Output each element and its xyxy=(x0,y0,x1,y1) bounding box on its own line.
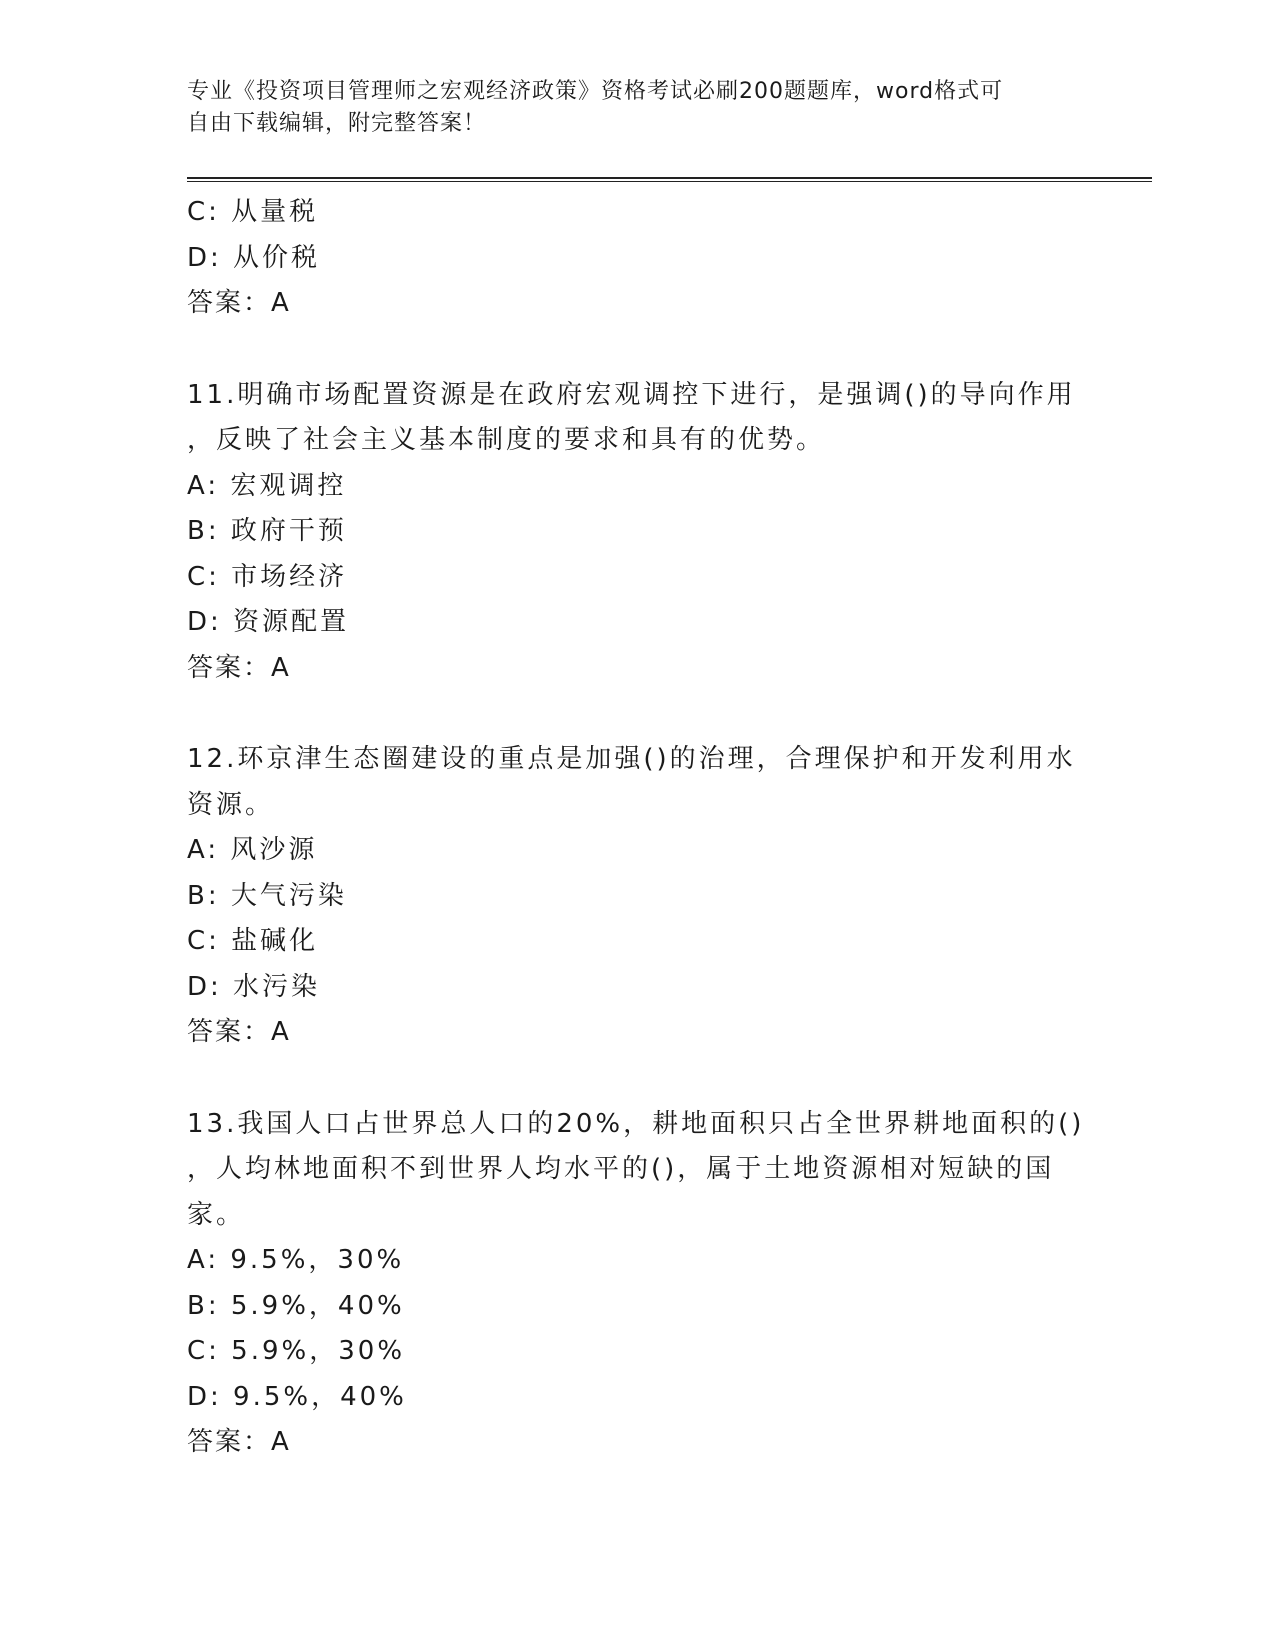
header-line-1: 专业《投资项目管理师之宏观经济政策》资格考试必刷200题题库，word格式可 xyxy=(187,79,1004,104)
question-text-line: 家。 xyxy=(187,1199,246,1230)
document-header xyxy=(187,76,1067,140)
option-a: A: 9.5%，30% xyxy=(187,1245,405,1275)
question-13 xyxy=(187,1102,1087,1466)
question-text-line: 11.明确市场配置资源是在政府宏观调控下进行，是强调()的导向作用 xyxy=(187,379,1076,410)
answer-line: 答案：A xyxy=(187,1017,291,1047)
answer-line: 答案：A xyxy=(187,288,291,318)
header-rule xyxy=(187,177,1152,179)
question-text-line: 12.环京津生态圈建设的重点是加强()的治理，合理保护和开发利用水 xyxy=(187,744,1076,774)
question-list xyxy=(187,190,1087,1466)
option-c: C: 市场经济 xyxy=(187,561,348,592)
answer-line: 答案：A xyxy=(187,652,291,683)
option-d: D: 资源配置 xyxy=(187,607,350,637)
answer-line: 答案：A xyxy=(187,1427,291,1457)
option-a: A: 宏观调控 xyxy=(187,470,347,501)
question-text-line: 资源。 xyxy=(187,789,275,820)
option-d: D: 从价税 xyxy=(187,242,321,273)
option-b: B: 5.9%，40% xyxy=(187,1290,405,1321)
option-b: B: 大气污染 xyxy=(187,880,347,911)
option-d: D: 水污染 xyxy=(187,971,321,1002)
question-text-line: 13.我国人口占世界总人口的20%，耕地面积只占全世界耕地面积的() xyxy=(187,1108,1085,1139)
option-a: A: 风沙源 xyxy=(187,835,318,865)
header-line-2: 自由下载编辑，附完整答案！ xyxy=(187,111,487,136)
option-c: C: 盐碱化 xyxy=(187,926,319,956)
option-c: C: 5.9%，30% xyxy=(187,1336,406,1366)
question-11 xyxy=(187,373,1087,692)
question-12 xyxy=(187,737,1087,1056)
option-d: D: 9.5%，40% xyxy=(187,1381,407,1412)
option-c: C: 从量税 xyxy=(187,197,319,227)
option-b: B: 政府干预 xyxy=(187,516,347,546)
question-text-line: ，反映了社会主义基本制度的要求和具有的优势。 xyxy=(187,425,826,455)
question-10-continued xyxy=(187,190,1087,327)
question-text-line: ，人均林地面积不到世界人均水平的()，属于土地资源相对短缺的国 xyxy=(187,1154,1055,1184)
header-rule-thin xyxy=(187,181,1152,182)
